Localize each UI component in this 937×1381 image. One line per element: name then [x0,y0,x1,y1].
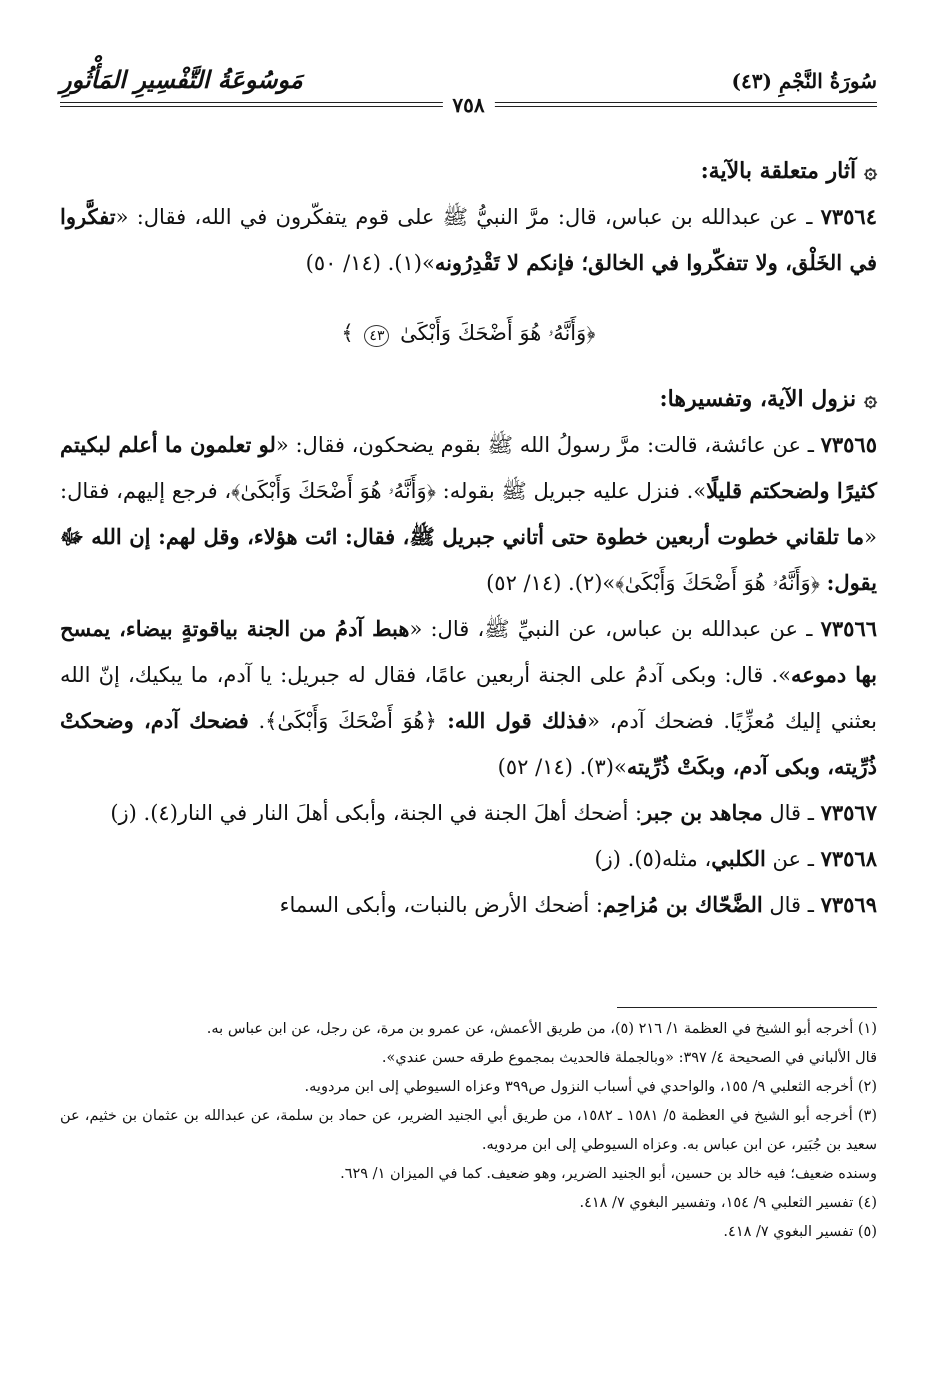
quran-verse [60,310,877,356]
entry-73567 [60,790,877,836]
book-title: مَوسُوعَةُ التَّفْسِيرِ المَأْثُورِ [60,65,303,94]
section-heading-nuzul [60,376,877,422]
entry-text: ﴿وَأَنَّهُۥ هُوَ أَضْحَكَ وَأَبْكَىٰ﴾»(٢). (١٤/ ٥٢) [486,571,827,595]
entry-bold-text: هبط آدمُ من الجنة بياقوتةٍ بيضاء، يمسح بها دموعه [60,616,877,687]
page-number: ٧٥٨ [442,93,494,117]
footnote: (٣) أخرجه أبو الشيخ في العظمة ٥/ ١٥٨١ ـ ١٥٨٢، من طريق أبي الجنيد الضرير، عن حماد بن سلمة، عن عبدالله بن عثمان بن خثيم، عن سعيد بن جُبَير، عن ابن عباس به. وعزاه السيوطي إلى ابن مردويه. [60,1108,878,1153]
entry-73564 [60,194,877,286]
entry-bold-text: الضَّحّاك بن مُزاحِم [602,892,763,917]
entry-bold-text: فضحك آدم، وضحكتْ ذُرِّيته، وبكى آدم، وبكَتْ ذُرِّيته [60,708,877,779]
entry-number: ٧٣٥٦٥ [820,432,877,457]
entry-text: ». فنزل عليه جبريل ﷺ بقوله: ﴿وَأَنَّهُۥ هُوَ أَضْحَكَ وَأَبْكَىٰ﴾، فرجع إليهم، فقال: « [60,479,877,549]
entry-text: ـ قال [762,801,814,825]
footnote: (٤) تفسير الثعلبي ٩/ ١٥٤، وتفسير البغوي ٧/ ٤١٨. [579,1195,877,1211]
surah-title: سُورَةُ النَّجْمِ (٤٣) [731,69,877,93]
entry-text: ». قال: وبكى آدمُ على الجنة أربعين عامًا، فقال له جبريل: يا آدم، ما يبكيك، إنّ الله بعثني إليك مُعزِّيًا. فضحك آدم، « [60,663,878,733]
ayah-number-badge: ٤٣ [364,325,389,347]
entry-73568 [60,836,877,882]
footnote: (١) أخرجه أبو الشيخ في العظمة ١/ ٢١٦ (٥)، من طريق الأعمش، عن عمرو بن مرة، عن رجل، عن ابن عباس به. [206,1021,877,1037]
entry-text: ـ عن عائشة، قالت: مرَّ رسولُ الله ﷺ بقوم يضحكون، فقال: « [275,433,814,457]
entry-bold-text: تفكَّروا في الخَلْق، ولا تتفكّروا في الخالق؛ فإنكم لا تَقْدِرُونه [60,204,877,275]
entry-73565 [60,422,877,606]
entry-number: ٧٣٥٦٧ [820,800,877,825]
entry-bold-text: لو تعلمون ما أعلم لبكيتم كثيرًا ولضحكتم قليلًا [60,432,877,503]
entry-bold-text: ما تلقاني خطوت أربعين خطوة حتى أتاني جبريل ﷺ، فقال: ائت هؤلاء، وقل لهم: إن الله ﷻ يقول: [60,524,877,595]
entry-text: : أضحك الأرض بالنبات، وأبكى السماء [279,893,603,917]
flower-ornament-icon: ۞ [864,386,877,412]
entry-text: ﴿هُوَ أَضْحَكَ وَأَبْكَىٰ﴾. [248,709,437,733]
footnote: (٥) تفسير البغوي ٧/ ٤١٨. [723,1224,877,1240]
entry-text: ـ عن عبدالله بن عباس، قال: مرَّ النبيُّ ﷺ على قوم يتفكّرون في الله، فقال: « [115,205,813,229]
entry-73569 [60,882,877,928]
entry-text: ، مثله(٥). (ز) [594,847,712,871]
entry-text: ـ عن [765,847,814,871]
footnote: قال الألباني في الصحيحة ٤/ ٣٩٧: «وبالجملة فالحديث بمجموع طرقه حسن عندي». [381,1050,877,1066]
footnote: (٢) أخرجه الثعلبي ٩/ ١٥٥، والواحدي في أسباب النزول ص٣٩٩ وعزاه السيوطي إلى ابن مردويه. [304,1079,877,1095]
entry-number: ٧٣٥٦٩ [820,892,877,917]
verse-bracket: ﴾ [341,321,354,345]
entry-text: »(٣). (١٤/ ٥٢) [497,755,627,779]
main-text [60,148,877,928]
entry-text: ـ قال [762,893,814,917]
running-header [60,55,877,115]
section-heading-athar [60,148,877,194]
footnote-separator [617,1007,877,1008]
entry-bold-text: الكلبي [711,846,766,871]
entry-number: ٧٣٥٦٤ [820,204,877,229]
entry-bold-text: مجاهد بن جبر [642,800,763,825]
section-heading-text: نزول الآية، وتفسيرها: [659,386,857,412]
verse-text: ﴿وَأَنَّهُۥ هُوَ أَضْحَكَ وَأَبْكَىٰ [400,321,596,345]
entry-text: »(١). (١٤/ ٥٠) [305,251,435,275]
footnote: وسنده ضعيف؛ فيه خالد بن حسين، أبو الجنيد الضرير، وهو ضعيف. كما في الميزان ١/ ٦٢٩. [340,1166,877,1182]
flower-ornament-icon: ۞ [864,158,877,184]
entry-text: : أضحك أهلَ الجنة في الجنة، وأبكى أهلَ النار في النار(٤). (ز) [110,801,643,825]
entry-number: ٧٣٥٦٨ [820,846,877,871]
entry-bold-text: فذلك قول الله: [436,708,588,733]
footnotes [60,1015,877,1247]
section-heading-text: آثار متعلقة بالآية: [700,158,857,184]
entry-number: ٧٣٥٦٦ [820,616,878,641]
entry-73566 [60,606,877,790]
entry-text: ـ عن عبدالله بن عباس، عن النبيِّ ﷺ، قال: « [409,617,813,641]
